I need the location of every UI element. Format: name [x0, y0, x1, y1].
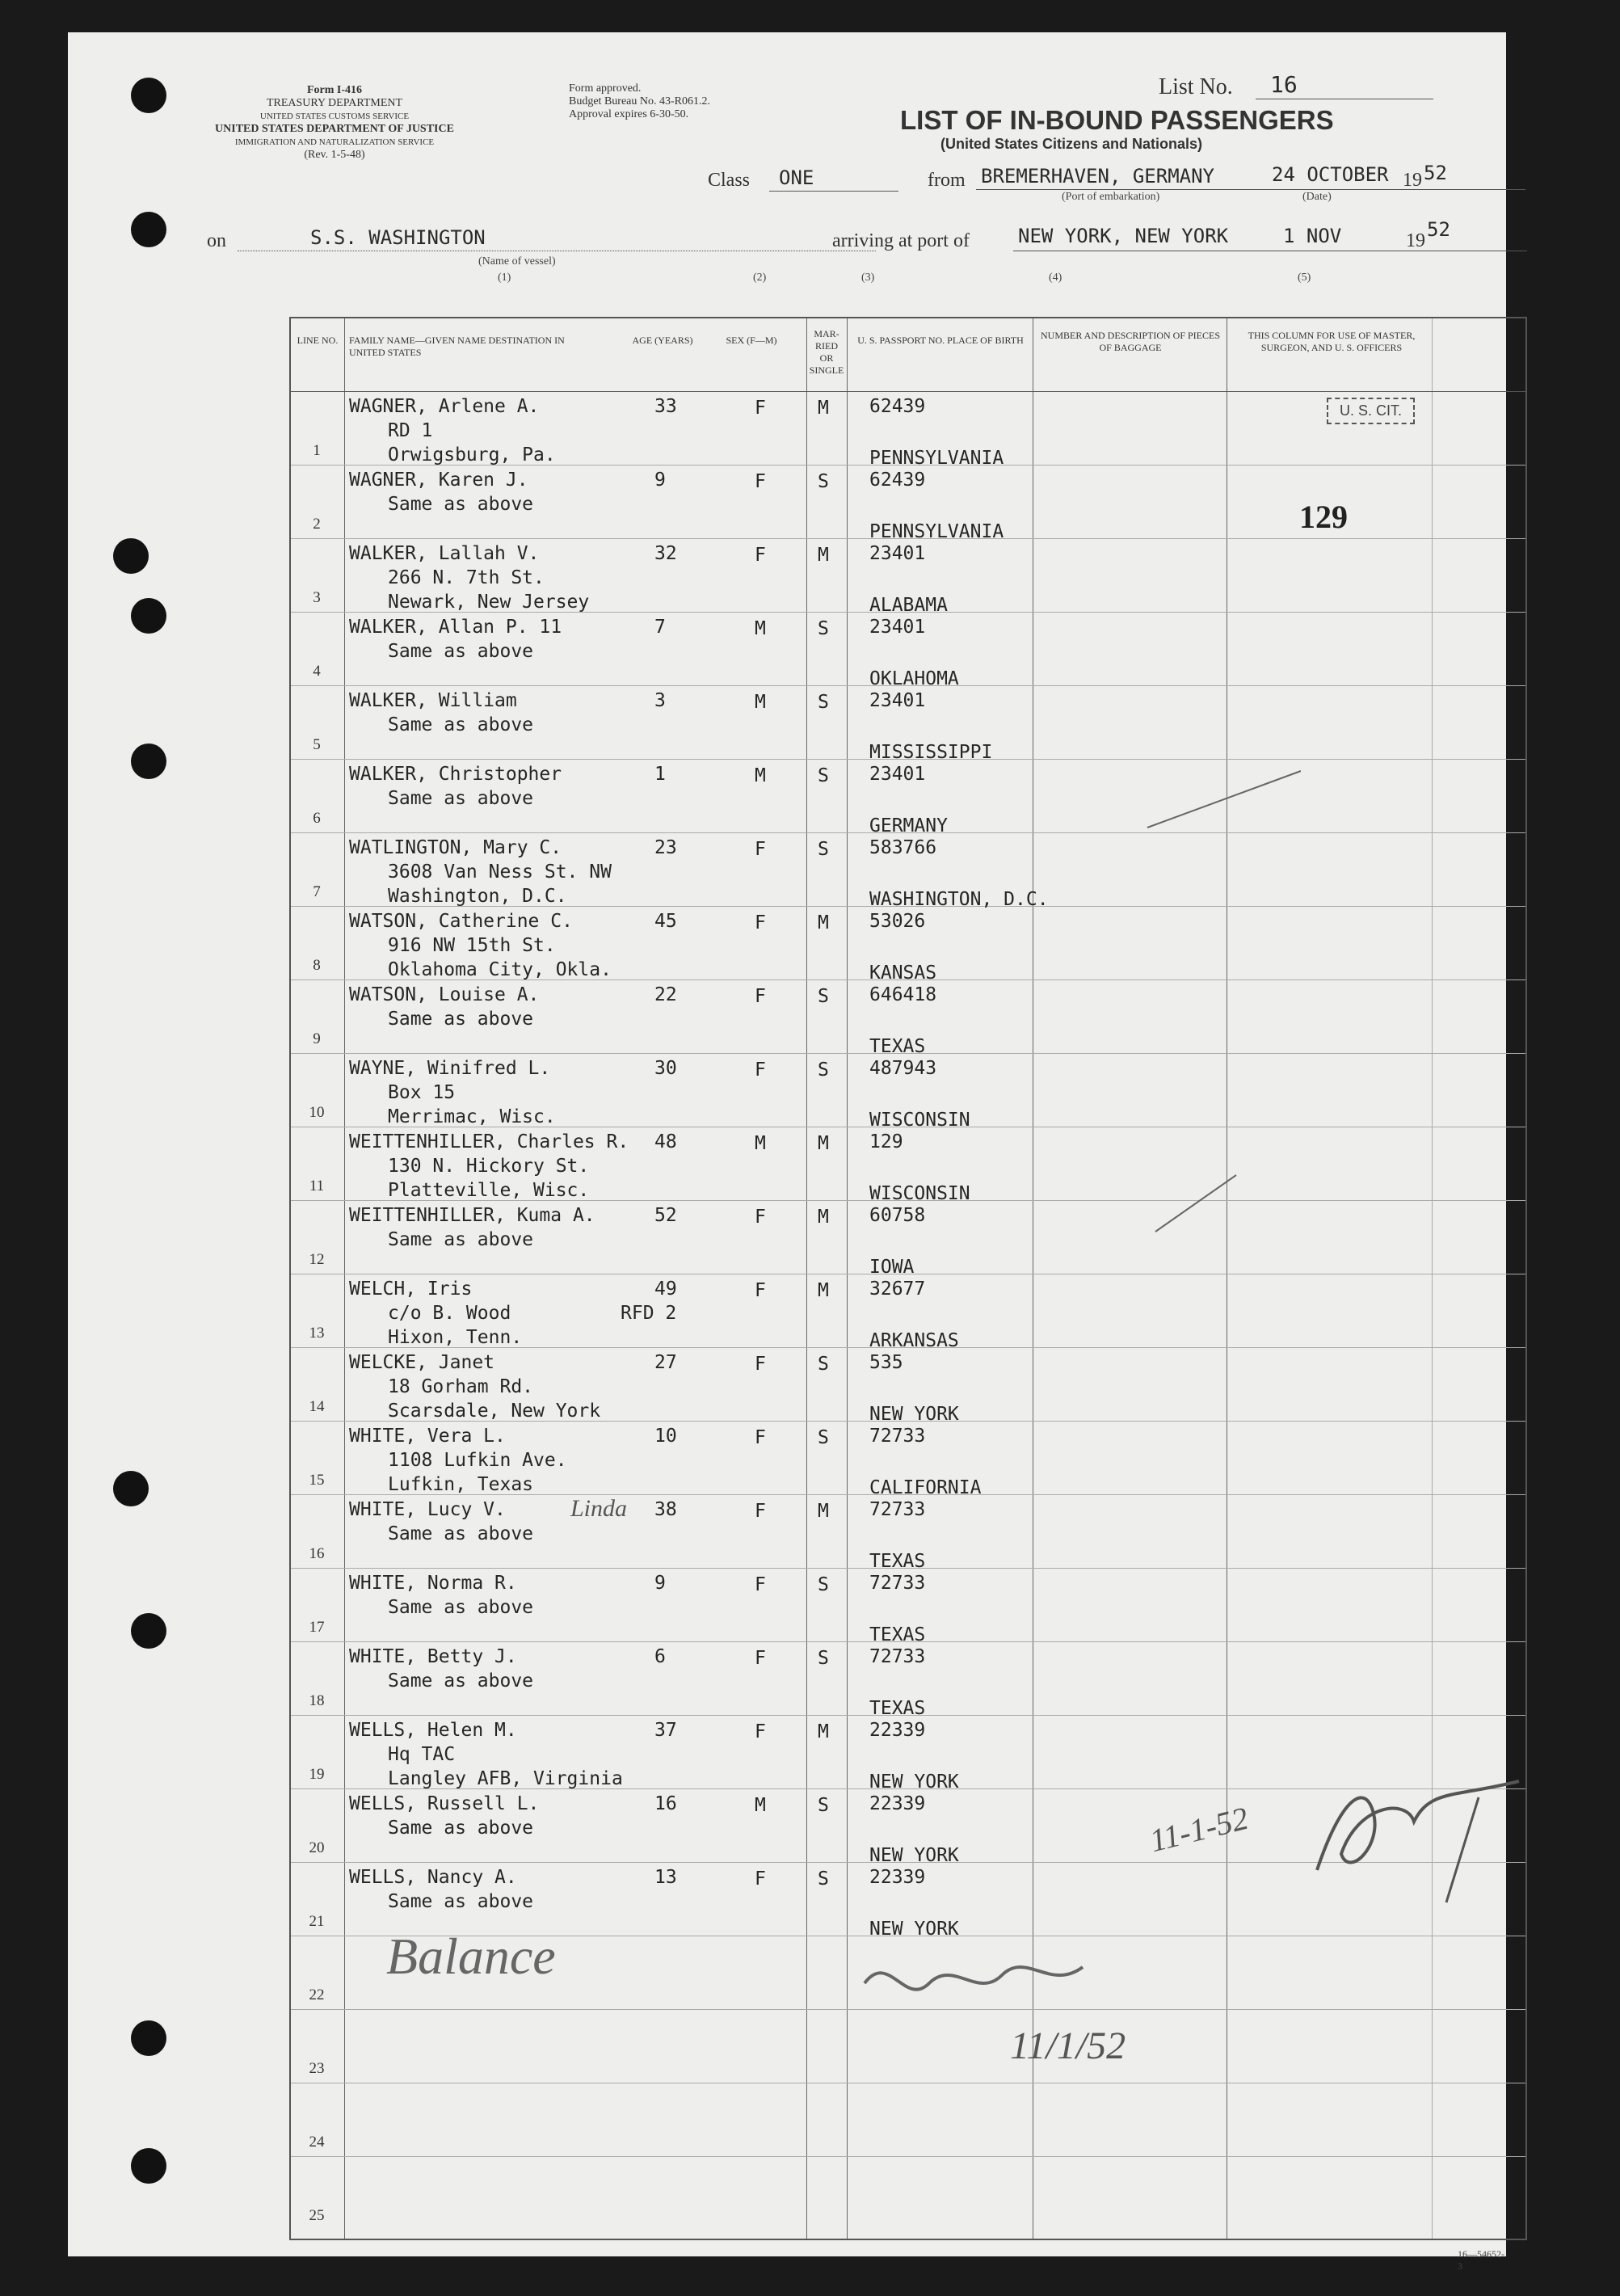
passenger-age: 16: [654, 1793, 677, 1814]
form-revision: (Rev. 1-5-48): [304, 149, 365, 161]
passenger-address: Washington, D.C.: [388, 886, 567, 907]
passenger-address: 130 N. Hickory St.: [388, 1156, 590, 1177]
passenger-address: Hq TAC: [388, 1744, 456, 1765]
passenger-table: [289, 317, 1527, 2240]
passenger-sex: F: [755, 1280, 766, 1301]
place-of-birth: TEXAS: [869, 1036, 926, 1057]
passenger-age: 33: [654, 396, 677, 417]
passenger-name: WHITE, Vera L.: [349, 1426, 506, 1447]
place-of-birth: TEXAS: [869, 1698, 926, 1719]
handwritten-date: 11/1/52: [1010, 2024, 1126, 2067]
passenger-sex: F: [755, 1427, 766, 1448]
passport-number: 72733: [869, 1499, 926, 1520]
passenger-age: 10: [654, 1426, 677, 1447]
place-of-birth: WISCONSIN: [869, 1183, 970, 1204]
col-divider: [1432, 318, 1433, 2239]
line-number: 24: [309, 2134, 325, 2151]
line-number: 20: [309, 1839, 325, 1856]
passenger-address: Merrimac, Wisc.: [388, 1106, 556, 1127]
punch-hole: [113, 1471, 149, 1506]
passenger-address: 18 Gorham Rd.: [388, 1376, 534, 1397]
passenger-address: c/o B. Wood: [388, 1303, 511, 1324]
punch-hole: [131, 744, 166, 779]
passenger-sex: F: [755, 398, 766, 419]
passenger-name: WAGNER, Arlene A.: [349, 396, 540, 417]
passport-number: 23401: [869, 543, 926, 564]
place-of-birth: TEXAS: [869, 1551, 926, 1572]
handwritten-side-date: 11-1-52: [1146, 1799, 1252, 1860]
place-of-birth: CALIFORNIA: [869, 1477, 982, 1498]
passenger-sex: F: [755, 1060, 766, 1081]
header-passport: U. S. PASSPORT NO. PLACE OF BIRTH: [857, 335, 1024, 346]
passenger-name: WELLS, Helen M.: [349, 1720, 517, 1741]
passenger-name: WELCH, Iris: [349, 1279, 473, 1300]
header-married: MAR-RIED OR SINGLE: [809, 328, 844, 376]
passenger-sex: F: [755, 986, 766, 1007]
embarkation-port: BREMERHAVEN, GERMANY: [981, 165, 1214, 187]
line-number: 17: [309, 1619, 325, 1636]
passenger-age: 45: [654, 911, 677, 932]
passenger-name: WEITTENHILLER, Kuma A.: [349, 1205, 595, 1226]
passenger-name: WALKER, William: [349, 690, 517, 711]
header-baggage: NUMBER AND DESCRIPTION OF PIECES OF BAGGAGE: [1040, 330, 1221, 353]
passenger-age: 6: [654, 1646, 666, 1667]
passenger-name: WHITE, Betty J.: [349, 1646, 517, 1667]
passenger-marital-status: S: [818, 986, 829, 1007]
passenger-marital-status: S: [818, 618, 829, 639]
line-number: 12: [309, 1251, 325, 1268]
passenger-marital-status: M: [818, 545, 829, 566]
passenger-address: Same as above: [388, 1229, 534, 1250]
col-divider: [344, 318, 345, 2239]
header-officers: THIS COLUMN FOR USE OF MASTER, SURGEON, AND U. S. OFFICERS: [1248, 330, 1416, 353]
line-number: 7: [313, 883, 321, 900]
punch-hole: [131, 2148, 166, 2184]
passenger-age: 23: [654, 837, 677, 858]
line-number: 3: [313, 589, 321, 606]
from-rule: [976, 189, 1525, 190]
passenger-age: 27: [654, 1352, 677, 1373]
passenger-total: 129: [1299, 499, 1348, 535]
passport-number: 535: [869, 1352, 903, 1373]
punch-hole: [131, 212, 166, 247]
passenger-sex: F: [755, 545, 766, 566]
passenger-marital-status: M: [818, 1280, 829, 1301]
passenger-sex: M: [755, 1795, 766, 1816]
passenger-marital-status: S: [818, 765, 829, 786]
passenger-age: 9: [654, 1573, 666, 1594]
passenger-sex: F: [755, 1501, 766, 1522]
place-of-birth: TEXAS: [869, 1624, 926, 1645]
passenger-marital-status: S: [818, 692, 829, 713]
passenger-address: Box 15: [388, 1082, 456, 1103]
column-number-2: (2): [753, 272, 767, 284]
passenger-marital-status: S: [818, 1868, 829, 1889]
date-sub-label: (Date): [1302, 191, 1332, 203]
passenger-age: 38: [654, 1499, 677, 1520]
passenger-name: WEITTENHILLER, Charles R.: [349, 1131, 629, 1152]
class-value: ONE: [779, 166, 814, 189]
passenger-name: WALKER, Allan P. 11: [349, 617, 562, 638]
passenger-age: 37: [654, 1720, 677, 1741]
passenger-address: Same as above: [388, 1670, 534, 1691]
passenger-marital-status: S: [818, 1795, 829, 1816]
passenger-marital-status: M: [818, 1207, 829, 1228]
arrival-year-prefix: 19: [1406, 230, 1425, 251]
page-subtitle: (United States Citizens and Nationals): [940, 136, 1203, 152]
passenger-age: 22: [654, 984, 677, 1005]
passenger-marital-status: M: [818, 1133, 829, 1154]
passenger-marital-status: S: [818, 1574, 829, 1595]
passenger-address: Hixon, Tenn.: [388, 1327, 523, 1348]
embarkation-sub-label: (Port of embarkation): [1062, 191, 1160, 203]
passport-number: 62439: [869, 470, 926, 491]
approval-line-1: Form approved.: [569, 82, 642, 95]
passport-number: 72733: [869, 1573, 926, 1594]
passenger-marital-status: S: [818, 839, 829, 860]
passenger-marital-status: S: [818, 471, 829, 492]
place-of-birth: IOWA: [869, 1257, 915, 1278]
col-divider: [847, 318, 848, 2239]
line-number: 5: [313, 736, 321, 753]
passenger-marital-status: M: [818, 912, 829, 933]
handwritten-initials: [1293, 1749, 1527, 1911]
line-number: 10: [309, 1104, 325, 1121]
passenger-address: Same as above: [388, 714, 534, 735]
passenger-age: 1: [654, 764, 666, 785]
form-agency-block: [197, 84, 472, 162]
line-number: 13: [309, 1325, 325, 1342]
column-number-4: (4): [1049, 272, 1062, 284]
place-of-birth: ALABAMA: [869, 595, 948, 616]
line-number: 19: [309, 1766, 325, 1783]
line-number: 16: [309, 1545, 325, 1562]
passenger-marital-status: M: [818, 1501, 829, 1522]
passenger-address: Newark, New Jersey: [388, 592, 590, 613]
place-of-birth: NEW YORK: [869, 1404, 959, 1425]
dept-justice: UNITED STATES DEPARTMENT OF JUSTICE: [215, 123, 454, 135]
passenger-sex: F: [755, 1648, 766, 1669]
place-of-birth: GERMANY: [869, 815, 948, 836]
departure-year: 52: [1424, 162, 1447, 184]
passenger-name: WHITE, Norma R.: [349, 1573, 517, 1594]
passenger-marital-status: S: [818, 1354, 829, 1375]
passport-number: 646418: [869, 984, 937, 1005]
line-number: 25: [309, 2207, 325, 2224]
line-number: 15: [309, 1472, 325, 1489]
passenger-address: Same as above: [388, 1818, 534, 1839]
line-number: 18: [309, 1692, 325, 1709]
approval-line-3: Approval expires 6-30-50.: [569, 108, 689, 120]
arrival-date: 1 NOV: [1283, 225, 1342, 247]
passport-number: 23401: [869, 764, 926, 785]
row-rule: [291, 2156, 1525, 2157]
us-citizen-stamp: U. S. CIT.: [1327, 398, 1415, 424]
passenger-marital-status: M: [818, 1721, 829, 1742]
passport-number: 53026: [869, 911, 926, 932]
dept-justice-sub: IMMIGRATION AND NATURALIZATION SERVICE: [234, 137, 435, 147]
header-line-no: LINE NO.: [297, 335, 339, 346]
passport-number: 129: [869, 1131, 903, 1152]
passenger-sex: M: [755, 765, 766, 786]
departure-year-prefix: 19: [1403, 170, 1422, 191]
passenger-marital-status: M: [818, 398, 829, 419]
passenger-marital-status: S: [818, 1648, 829, 1669]
punch-hole: [113, 538, 149, 574]
column-number-3: (3): [861, 272, 875, 284]
place-of-birth: PENNSYLVANIA: [869, 448, 1004, 469]
passport-number: 62439: [869, 396, 926, 417]
passenger-address: Same as above: [388, 641, 534, 662]
punch-hole: [131, 78, 166, 113]
col-divider: [806, 318, 807, 2239]
passport-number: 23401: [869, 617, 926, 638]
place-of-birth: NEW YORK: [869, 1772, 959, 1793]
dept-treasury-sub: UNITED STATES CUSTOMS SERVICE: [259, 112, 410, 121]
punch-hole: [131, 598, 166, 634]
passenger-name: WHITE, Lucy V.: [349, 1499, 506, 1520]
on-label: on: [207, 230, 226, 251]
passenger-name: WATSON, Catherine C.: [349, 911, 573, 932]
place-of-birth: NEW YORK: [869, 1845, 959, 1866]
vessel-sub-label: (Name of vessel): [478, 255, 556, 268]
header-name: FAMILY NAME—GIVEN NAME DESTINATION IN UNITED STATES: [349, 335, 565, 358]
passport-number: 22339: [869, 1720, 926, 1741]
passenger-sex: F: [755, 471, 766, 492]
passenger-address: 1108 Lufkin Ave.: [388, 1450, 567, 1471]
passenger-name: WALKER, Lallah V.: [349, 543, 540, 564]
line-number: 8: [313, 957, 321, 974]
passenger-sex: M: [755, 1133, 766, 1154]
passenger-name: WELLS, Nancy A.: [349, 1867, 517, 1888]
passenger-address: RD 1: [388, 420, 433, 441]
passport-number: 583766: [869, 837, 937, 858]
passenger-sex: F: [755, 839, 766, 860]
place-of-birth: KANSAS: [869, 963, 937, 984]
passenger-age: 13: [654, 1867, 677, 1888]
passenger-name: WATSON, Louise A.: [349, 984, 540, 1005]
passenger-address: Scarsdale, New York: [388, 1401, 601, 1422]
class-label: Class: [708, 170, 751, 191]
handwritten-balance: Balance: [386, 1927, 556, 1985]
passenger-address: Same as above: [388, 1597, 534, 1618]
passport-number: 22339: [869, 1793, 926, 1814]
place-of-birth: ARKANSAS: [869, 1330, 959, 1351]
passport-number: 72733: [869, 1426, 926, 1447]
header-age: AGE (YEARS): [632, 335, 693, 346]
place-of-birth: OKLAHOMA: [869, 668, 959, 689]
line-number: 2: [313, 516, 321, 533]
budget-approval: [569, 82, 763, 121]
column-number-5: (5): [1298, 272, 1311, 284]
passenger-address: Same as above: [388, 494, 534, 515]
form-id: Form I-416: [306, 84, 363, 96]
passenger-address: Langley AFB, Virginia: [388, 1768, 623, 1789]
passenger-sex: F: [755, 1574, 766, 1595]
passport-number: 22339: [869, 1867, 926, 1888]
footer-form-number: 16—54652-3: [1458, 2248, 1504, 2272]
passenger-name: WAYNE, Winifred L.: [349, 1058, 551, 1079]
passenger-name: WATLINGTON, Mary C.: [349, 837, 562, 858]
place-of-birth: WISCONSIN: [869, 1110, 970, 1131]
header-rule: [291, 391, 1525, 392]
passenger-address: Lufkin, Texas: [388, 1474, 534, 1495]
handwritten-checkmarks: [1139, 763, 1301, 1555]
passenger-age: 32: [654, 543, 677, 564]
passport-number: 60758: [869, 1205, 926, 1226]
line-number: 4: [313, 663, 321, 680]
passenger-age: 30: [654, 1058, 677, 1079]
passport-number: 487943: [869, 1058, 937, 1079]
place-of-birth: NEW YORK: [869, 1919, 959, 1940]
place-of-birth: WASHINGTON, D.C.: [869, 889, 1049, 910]
passenger-sex: F: [755, 1354, 766, 1375]
line-number: 1: [313, 442, 321, 459]
passenger-name: WELCKE, Janet: [349, 1352, 495, 1373]
passenger-age: 48: [654, 1131, 677, 1152]
class-rule: [769, 191, 898, 192]
passenger-age: 52: [654, 1205, 677, 1226]
passenger-name: WALKER, Christopher: [349, 764, 562, 785]
line-number: 14: [309, 1398, 325, 1415]
punch-hole: [131, 1613, 166, 1649]
passenger-address: 3608 Van Ness St. NW: [388, 862, 612, 883]
passenger-address: Same as above: [388, 1523, 534, 1544]
line-number: 9: [313, 1030, 321, 1047]
passenger-address: Orwigsburg, Pa.: [388, 444, 556, 466]
column-number-1: (1): [498, 272, 511, 284]
handwritten-strokes: [856, 1935, 1099, 2024]
arrival-year: 52: [1427, 218, 1450, 241]
list-no-value: 16: [1270, 71, 1298, 98]
list-no-label: List No.: [1159, 74, 1233, 99]
approval-line-2: Budget Bureau No. 43-R061.2.: [569, 95, 710, 107]
passenger-address: Platteville, Wisc.: [388, 1180, 590, 1201]
arriving-label: arriving at port of: [832, 230, 970, 251]
passenger-sex: M: [755, 618, 766, 639]
passenger-marital-status: S: [818, 1427, 829, 1448]
line-number: 22: [309, 1986, 325, 2003]
header-sex: SEX (F—M): [726, 335, 777, 346]
vessel-name: S.S. WASHINGTON: [310, 226, 486, 249]
passenger-address: 266 N. 7th St.: [388, 567, 545, 588]
passenger-age: 9: [654, 470, 666, 491]
place-of-birth: PENNSYLVANIA: [869, 521, 1004, 542]
passport-number: 32677: [869, 1279, 926, 1300]
line-number: 6: [313, 810, 321, 827]
passenger-sex: F: [755, 1868, 766, 1889]
passenger-age: 7: [654, 617, 666, 638]
passenger-sex: M: [755, 692, 766, 713]
passenger-address: Same as above: [388, 1891, 534, 1912]
passenger-address-extra: RFD 2: [621, 1303, 677, 1324]
passenger-name: WELLS, Russell L.: [349, 1793, 540, 1814]
passport-number: 72733: [869, 1646, 926, 1667]
line-number: 21: [309, 1913, 325, 1930]
passport-number: 23401: [869, 690, 926, 711]
passenger-address: 916 NW 15th St.: [388, 935, 556, 956]
place-of-birth: MISSISSIPPI: [869, 742, 993, 763]
line-number: 11: [309, 1177, 325, 1194]
passenger-address: Same as above: [388, 1009, 534, 1030]
passenger-sex: F: [755, 912, 766, 933]
manifest-page: [68, 32, 1506, 2272]
punch-hole: [131, 2020, 166, 2056]
arrival-port: NEW YORK, NEW YORK: [1018, 225, 1229, 247]
passenger-name: WAGNER, Karen J.: [349, 470, 528, 491]
from-label: from: [928, 170, 966, 191]
departure-date: 24 OCTOBER: [1272, 163, 1389, 186]
passenger-age: 3: [654, 690, 666, 711]
passenger-age: 49: [654, 1279, 677, 1300]
page-title: LIST OF IN-BOUND PASSENGERS: [900, 105, 1334, 135]
passenger-address: Same as above: [388, 788, 534, 809]
passenger-sex: F: [755, 1721, 766, 1742]
passenger-sex: F: [755, 1207, 766, 1228]
passenger-marital-status: S: [818, 1060, 829, 1081]
passenger-address: Oklahoma City, Okla.: [388, 959, 612, 980]
handwritten-linda: Linda: [570, 1495, 628, 1522]
line-number: 23: [309, 2060, 325, 2077]
dept-treasury: TREASURY DEPARTMENT: [266, 97, 403, 109]
